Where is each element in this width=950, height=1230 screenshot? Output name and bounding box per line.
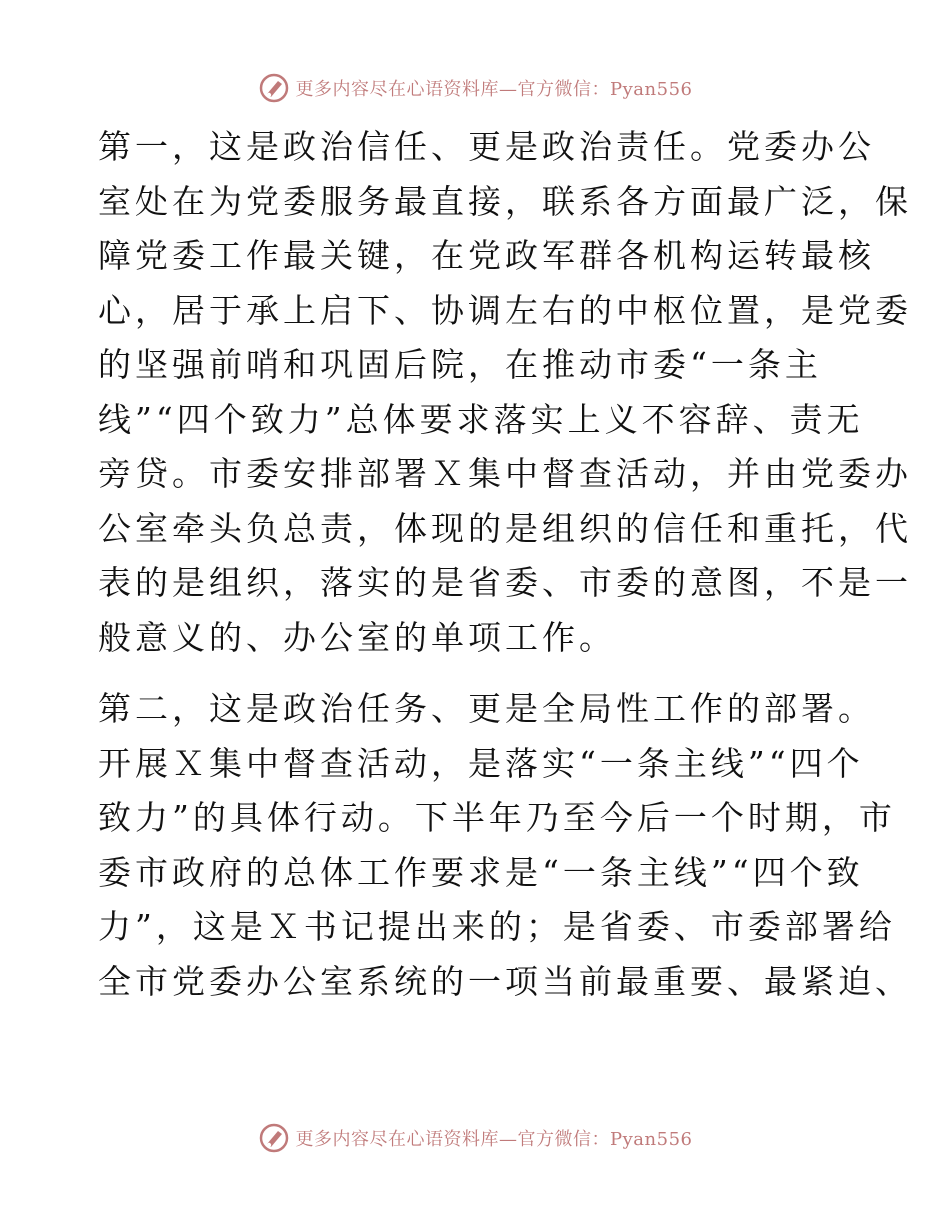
footer-watermark <box>0 1122 950 1154</box>
text-line: 的坚强前哨和巩固后院，在推动市委“一条主 <box>98 345 822 384</box>
document-body <box>98 120 912 1009</box>
pen-circle-logo-icon <box>258 1122 290 1154</box>
paragraph-2 <box>98 682 912 1009</box>
text-line: 般意义的、办公室的单项工作。 <box>98 617 616 657</box>
text-line: 第一，这是政治信任、更是政治责任。党委办公 <box>98 127 875 166</box>
text-line: 致力”的具体行动。下半年乃至今后一个时期，市 <box>98 798 896 837</box>
paragraph-spacer <box>98 665 858 682</box>
text-line: 心，居于承上启下、协调左右的中枢位置，是党委 <box>98 290 912 330</box>
text-line: 开展Ｘ集中督查活动，是落实“一条主线”“四个 <box>98 743 864 783</box>
text-line: 公室牵头负总责，体现的是组织的信任和重托，代 <box>98 508 912 548</box>
text-line: 表的是组织，落实的是省委、市委的意图，不是一 <box>98 563 912 602</box>
watermark-text: 更多内容尽在心语资料库—官方微信：Pyan556 <box>295 1129 693 1150</box>
text-line: 障党委工作最关键，在党政军群各机构运转最核 <box>98 236 875 275</box>
pen-circle-logo-icon <box>258 72 290 104</box>
text-line: 旁贷。市委安排部署Ｘ集中督查活动，并由党委办 <box>98 454 912 493</box>
watermark-text: 更多内容尽在心语资料库—官方微信：Pyan556 <box>295 79 693 100</box>
text-line: 委市政府的总体工作要求是“一条主线”“四个致 <box>98 852 864 892</box>
text-line: 第二，这是政治任务、更是全局性工作的部署。 <box>98 689 875 728</box>
text-line: 室处在为党委服务最直接，联系各方面最广泛，保 <box>98 181 912 221</box>
text-line: 力”，这是Ｘ书记提出来的；是省委、市委部署给 <box>98 907 896 946</box>
paragraph-1 <box>98 120 912 665</box>
text-line: 线”“四个致力”总体要求落实上义不容辞、责无 <box>98 399 864 439</box>
text-line: 全市党委办公室系统的一项当前最重要、最紧迫、 <box>98 961 912 1001</box>
header-watermark <box>0 72 950 104</box>
